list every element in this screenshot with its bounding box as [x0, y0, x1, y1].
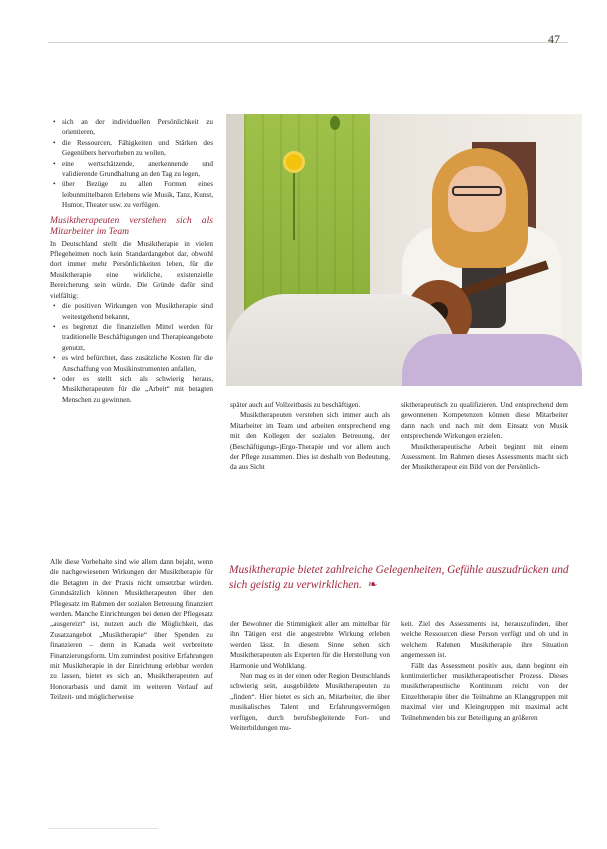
footer-rule [48, 828, 158, 829]
header-rule [48, 42, 568, 43]
woman-face [448, 166, 506, 232]
paragraph: keit. Ziel des Assessments ist, herauszufinden, über welche Ressourcen diese Person verfügt und ob und in welchem Rahmen Musiktherapie ihre Situation angemessen ist. [401, 620, 568, 660]
woman-playing-guitar-photo [226, 114, 582, 386]
list-item: • oder es stellt sich als schwierig heraus, Musiktherapeuten für die „Arbeit“ mit betagten Menschen zu gewinnen. [62, 374, 213, 405]
paragraph: Nun mag es in der einen oder Region Deutschlands schwierig sein, ausgebildete Musiktherapeuten zu „finden“. Hier bietet es sich an, Mitarbeiter, die über musikalisches Talent und Erfahrungsvermögen verfügen, durch berufsbegleitende Fort- und Weiterbildungen mu- [230, 672, 390, 733]
sunflower-stem [293, 170, 295, 240]
paragraph: Musiktherapeutische Arbeit beginnt mit einem Assessment. Im Rahmen dieses Assessments macht sich der Musiktherapeut ein Bild von der Persönlich- [401, 442, 568, 472]
bullet-list-top [50, 117, 213, 211]
pull-quote [229, 563, 569, 593]
pull-quote-text: Musiktherapie bietet zahlreiche Gelegenheiten, Gefühle auszudrücken und sich geistig zu verwirklichen. [229, 564, 569, 591]
paragraph: Fällt das Assessment positiv aus, dann beginnt ein kontinuierlicher musiktherapeutischer Prozess. Dieses musiktherapeutische Kontinuum reicht von der Einzeltherapie über die Teilnahme an Klanggruppen mit maximal vier und Kleingruppen mit maximal acht Teilnehmenden bis zur Beteiligung an größeren [401, 661, 568, 722]
lilac-blanket [402, 334, 582, 386]
ornament-icon: ❧ [367, 579, 378, 591]
leaf-icon [330, 116, 340, 130]
paragraph: siktherapeutisch zu qualifizieren. Und entsprechend dem gewonnenen Kompetenzen können diese Mitarbeiter dann nach und nach mit dem Einsatz von Musik entsprechende Wirkungen erzielen. [401, 401, 568, 441]
paragraph: später auch auf Vollzeitbasis zu beschäftigen. [230, 401, 361, 409]
sunflower-icon [286, 154, 302, 170]
glasses-icon [452, 186, 502, 196]
list-item: • es wird befürchtet, dass zusätzliche Kosten für die Anschaffung von Musikinstrumenten anfallen, [62, 353, 213, 374]
paragraph: Musiktherapeuten verstehen sich immer auch als Mitarbeiter im Team und arbeiten entsprechend eng mit den Kollegen der sozialen Betreuung, der (Beschäftigungs-)Ergo-Therapie und vor allem auch der Pflege zusammen. Dies ist deshalb von Bedeutung, da aus Sicht [230, 411, 390, 472]
list-item: • es begrenzt die finanziellen Mittel werden für traditionelle Beschäftigungen und Therapieangebote genutzt, [62, 322, 213, 353]
right-column-lower [401, 619, 568, 723]
list-item: • sich an der individuellen Persönlichkeit zu orientieren, [62, 117, 213, 138]
middle-column-lower [230, 619, 390, 733]
right-column-upper [401, 400, 568, 473]
list-item: • eine wertschätzende, anerkennende und validierende Grundhaltung an den Tag zu legen, [62, 159, 213, 180]
section-heading: Musiktherapeuten verstehen sich als Mitarbeiter im Team [50, 214, 213, 237]
left-column-lower [50, 557, 213, 703]
paragraph: der Bewohner die Stimmigkeit aller am mittelbar für ihn Tätigen erst die angestrebte Wirkung erleben werden lässt. In diesem Sinne sehen sich Musiktherapeuten als Experten für die Herstellung von Harmonie und Wohlklang. [230, 620, 390, 670]
bullet-list-reasons [50, 301, 213, 405]
left-column [50, 117, 213, 405]
paragraph: In Deutschland stellt die Musiktherapie in vielen Pflegeheimen noch kein Standardangebot dar, obwohl dort immer mehr Persönlichkeiten leben, für die Musiktherapie eine wirkliche, existenzielle Bereicherung sein würde. Die Gründe dafür sind vielfältig: [50, 239, 213, 300]
list-item: • über Bezüge zu allen Formen eines leibunmittelbaren Erlebens wie Musik, Tanz, Kunst, Humor, Theater usw. zu verfügen. [62, 179, 213, 210]
green-curtain [244, 114, 370, 314]
middle-column-upper [230, 400, 390, 473]
paragraph: Alle diese Vorbehalte sind wie allem dann bejaht, wenn die nachgewiesenen Wirkungen der Musiktherapie für die Betagten in der Praxis nicht umsetzbar würden. Grundsätzlich können Musiktherapeuten über den Pflegesatz im Rahmen der sozialen Betreuung finanziert werden. Manche Einrichtungen bei denen der Pflegesatz „ausgereizt“ ist, nutzen auch die Möglichkeit, das Zusatzangebot „Musiktherapie“ über Spenden zu finanzieren – denn in Kanada weit verbreitete Finanzierungsform. Um zumindest positive Erfahrungen mit Musiktherapie in der Einrichtung erlebbar werden zu lassen, bietet es sich an, Musiktherapeuten auf Honorarbasis und damit im weiteren Verlauf auf Teilzeit- und möglicherweise [50, 558, 213, 702]
page-number: 47 [548, 32, 560, 46]
list-item: • die Ressourcen, Fähigkeiten und Stärken des Gegenübers hervorheben zu wollen, [62, 138, 213, 159]
list-item: • die positiven Wirkungen von Musiktherapie sind weitestgehend bekannt, [62, 301, 213, 322]
